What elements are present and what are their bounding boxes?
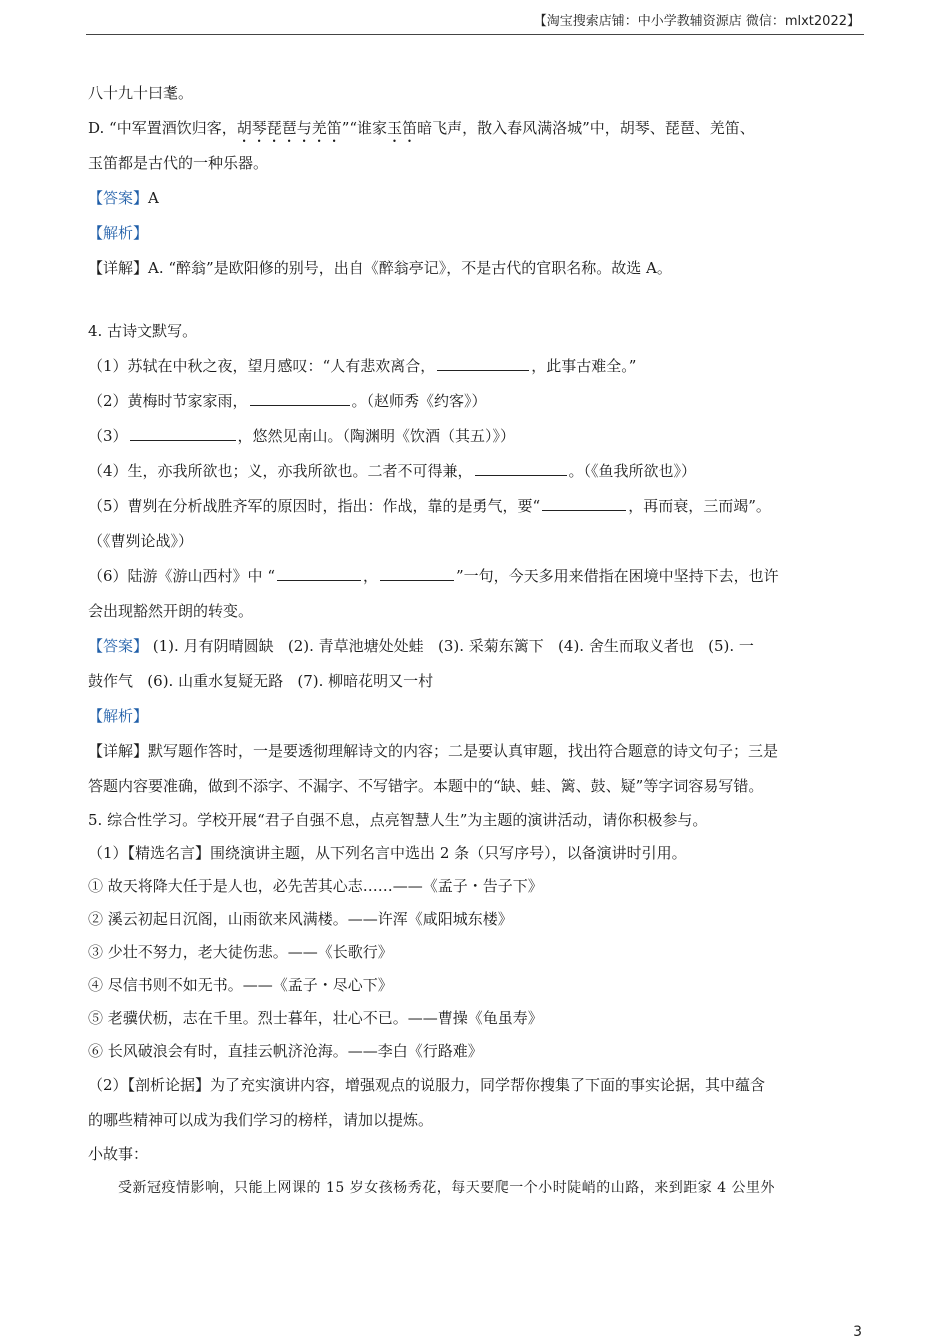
item-text: ，此事古难全。” <box>531 357 637 375</box>
q4-analysis-tag: 【解析】 <box>88 707 149 725</box>
document-body <box>88 76 864 1206</box>
item-text: ”一句，今天多用来借指在困境中坚持下去，也许 <box>456 567 779 585</box>
q3-line-1: 八十九十曰耄。 <box>88 84 194 102</box>
quote-item: ⑤ 老骥伏枥，志在千里。烈士暮年，壮心不已。——曹操《龟虽寿》 <box>88 1009 543 1027</box>
item-text: （5）曹刿在分析战胜齐军的原因时，指出：作战，靠的是勇气，要“ <box>88 497 541 515</box>
option-d-text-a: D. “中军置酒饮归客， <box>88 119 237 137</box>
item-text: ， <box>362 567 378 585</box>
option-d-text-b: ”“谁家 <box>341 119 388 137</box>
answer-blank <box>542 496 626 511</box>
q3-option-d <box>88 111 864 146</box>
answer-blank <box>130 426 236 441</box>
option-d-emphasis-1: 胡琴琵琶与羌笛 <box>236 119 342 137</box>
detail-tag: 【详解】 <box>88 742 149 760</box>
item-text: ，再而衰，三而竭”。 <box>628 497 771 515</box>
q4-answer-line-2: 鼓作气 (6). 山重水复疑无路 (7). 柳暗花明又一村 <box>88 672 434 690</box>
q4-item-2 <box>88 384 864 419</box>
q5-sub-1: （1）【精选名言】围绕演讲主题，从下列名言中选出 2 条（只写序号），以备演讲时引用。 <box>88 844 687 862</box>
q3-answer <box>88 181 864 216</box>
q5-sub-2: （2）【剖析论据】为了充实演讲内容，增强观点的说服力，同学帮你搜集了下面的事实论据，其中蕴含 <box>88 1076 766 1094</box>
item-text: ，悠然见南山。（陶渊明《饮酒（其五）》） <box>237 427 516 445</box>
quote-item: ④ 尽信书则不如无书。——《孟子・尽心下》 <box>88 976 393 994</box>
answer-blank <box>277 566 361 581</box>
q5-title: 5. 综合性学习。学校开展“君子自强不息，点亮智慧人生”为主题的演讲活动，请你积极参与。 <box>88 811 708 829</box>
q3-detail <box>88 251 864 286</box>
story-label: 小故事： <box>88 1145 149 1163</box>
q4-item-3 <box>88 419 864 454</box>
answer-blank <box>250 391 350 406</box>
option-d-text-c: 暗飞声，散入春风满洛城”中，胡琴、琵琶、羌笛、 <box>417 119 755 137</box>
q4-item-6 <box>88 559 864 594</box>
page-number: 3 <box>853 1324 862 1340</box>
answer-tag: 【答案】 <box>88 189 149 207</box>
quote-item: ② 溪云初起日沉阁，山雨欲来风满楼。——许浑《咸阳城东楼》 <box>88 910 513 928</box>
detail-text: A. “醉翁”是欧阳修的别号，出自《醉翁亭记》，不是古代的官职名称。故选 A。 <box>148 259 672 277</box>
answer-tag: 【答案】 <box>88 637 149 655</box>
q5-sub-2-line-2: 的哪些精神可以成为我们学习的榜样，请加以提炼。 <box>88 1111 434 1129</box>
quote-item: ① 故天将降大任于是人也，必先苦其心志……——《孟子・告子下》 <box>88 877 543 895</box>
q4-title: 4. 古诗文默写。 <box>88 322 198 340</box>
item-text: （4）生，亦我所欲也；义，亦我所欲也。二者不可得兼， <box>88 462 473 480</box>
header-text: 【淘宝搜索店铺：中小学教辅资源店 微信：mlxt2022】 <box>533 14 860 29</box>
item-text: （3） <box>88 427 128 445</box>
spacer <box>88 286 864 314</box>
q4-answer <box>88 629 864 664</box>
item-text: （2）黄梅时节家家雨， <box>88 392 248 410</box>
q4-item-4 <box>88 454 864 489</box>
story-text: 受新冠疫情影响，只能上网课的 15 岁女孩杨秀花，每天要爬一个小时陡峭的山路，来到距家 4 公里外 <box>118 1180 776 1196</box>
q4-item-5 <box>88 489 864 524</box>
quote-item: ③ 少壮不努力，老大徒伤悲。——《长歌行》 <box>88 943 393 961</box>
answer-blank <box>380 566 454 581</box>
quote-item: ⑥ 长风破浪会有时，直挂云帆济沧海。——李白《行路难》 <box>88 1042 483 1060</box>
q4-item-1 <box>88 349 864 384</box>
q3-analysis-tag: 【解析】 <box>88 224 149 242</box>
item-text: （6）陆游《游山西村》中 “ <box>88 567 275 585</box>
option-d-emphasis-2: 玉笛 <box>387 119 418 137</box>
detail-text: 默写题作答时，一是要透彻理解诗文的内容；二是要认真审题，找出符合题意的诗文句子；三是 <box>148 742 779 760</box>
header-divider <box>86 34 864 35</box>
detail-tag: 【详解】 <box>88 259 149 277</box>
answer-blank <box>475 461 567 476</box>
q3-option-d-line-2: 玉笛都是古代的一种乐器。 <box>88 154 269 172</box>
answer-blank <box>437 356 529 371</box>
q4-item-6-line-2: 会出现豁然开朗的转变。 <box>88 602 254 620</box>
item-text: 。（《鱼我所欲也》） <box>568 462 697 480</box>
q4-detail-line-2: 答题内容要准确，做到不添字、不漏字、不写错字。本题中的“缺、蛙、篱、鼓、疑”等字词容易写错。 <box>88 777 764 795</box>
item-text: 。（赵师秀《约客》） <box>351 392 487 410</box>
answer-value: A <box>148 189 159 207</box>
q4-detail <box>88 734 864 769</box>
item-text: （1）苏轼在中秋之夜，望月感叹：“人有悲欢离合， <box>88 357 436 375</box>
q4-item-5-source: （《曹刿论战》） <box>88 532 194 550</box>
answer-text: (1). 月有阴晴圆缺 (2). 青草池塘处处蛙 (3). 采菊东篱下 (4). 舍生而取义者也 (5). 一 <box>148 637 754 655</box>
